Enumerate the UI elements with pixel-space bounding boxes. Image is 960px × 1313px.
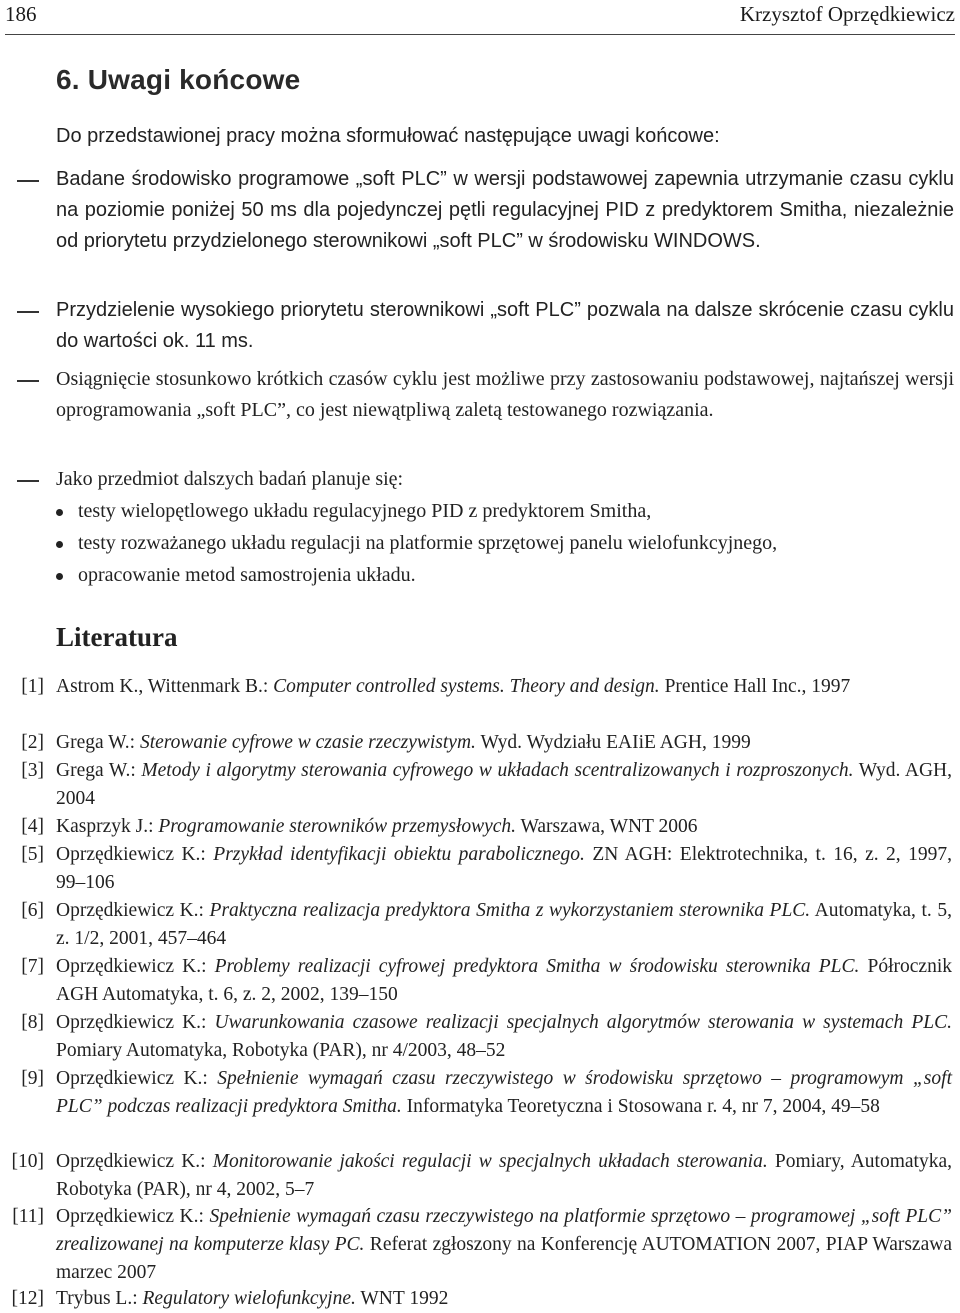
reference-label: [8]: [21, 1012, 44, 1033]
reference-author: Kasprzyk J.:: [56, 816, 159, 837]
bullet-text: opracowanie metod samostrojenia układu.: [78, 564, 416, 586]
reference-title: Spełnienie wymagań czasu rzeczywistego na platformie sprzętowo – programowej „soft PLC” zrealizowanej na komputerze klasy PC.: [56, 1206, 952, 1255]
reference-title: Spełnienie wymagań czasu rzeczywistego w środowisku sprzętowo – programowym „soft PLC” podczas realizacji predyktora Smitha.: [56, 1068, 952, 1117]
bullet-item: [56, 496, 956, 528]
reference-title: Regulatory wielofunkcyjne.: [142, 1288, 356, 1309]
reference-source: WNT 1992: [355, 1288, 449, 1309]
reference-title: Praktyczna realizacja predyktora Smitha z wykorzystaniem sterownika PLC.: [209, 900, 811, 921]
intro-paragraph: Do przedstawionej pracy można sformułować następujące uwagi końcowe:: [56, 125, 720, 147]
reference-title: Programowanie sterowników przemysłowych.: [158, 816, 517, 837]
reference-title: Problemy realizacji cyfrowej predyktora Smitha w środowisku sterownika PLC.: [214, 956, 860, 977]
reference-source: Pomiary, Automatyka, Robotyka (PAR), nr 4, 2002, 5–7: [56, 1151, 952, 1200]
reference-source: Informatyka Teoretyczna i Stosowana r. 4, nr 7, 2004, 49–58: [401, 1096, 880, 1117]
reference-title: Sterowanie cyfrowe w czasie rzeczywistym.: [139, 732, 476, 753]
literature-heading: Literatura: [56, 622, 178, 652]
bullet-dot: [56, 509, 63, 516]
dash-item-text: Badane środowisko programowe „soft PLC” w wersji podstawowej zapewnia utrzymanie czasu cyklu na poziomie poniżej 50 ms dla pojedynczej pętli regulacyjnej PID z predyktorem Smitha, niezależnie od priorytetu przydzielonego sterownikowi „soft PLC” w środowisku WINDOWS.: [56, 168, 954, 252]
bullet-item: [56, 560, 956, 592]
reference-author: Oprzędkiewicz K.:: [56, 1151, 213, 1172]
reference-source: Referat zgłoszony na Konferencję AUTOMATION 2007, PIAP Warszawa marzec 2007: [56, 1234, 952, 1283]
reference-author: Oprzędkiewicz K.:: [56, 1206, 210, 1227]
reference-author: Oprzędkiewicz K.:: [56, 900, 210, 921]
reference-label: [4]: [21, 816, 44, 837]
bullet-item: [56, 528, 956, 560]
reference-author: Astrom K., Wittenmark B.:: [56, 676, 274, 697]
reference-title: Uwarunkowania czasowe realizacji specjalnych algorytmów sterowania w systemach PLC.: [214, 1012, 952, 1033]
running-header: [5, 2, 955, 32]
reference-author: Oprzędkiewicz K.:: [56, 1068, 218, 1089]
reference-author: Oprzędkiewicz K.:: [56, 956, 215, 977]
reference-source: Wyd. Wydziału EAIiE AGH, 1999: [475, 732, 751, 753]
reference-label: [9]: [21, 1068, 44, 1089]
dash-item-text: Przydzielenie wysokiego priorytetu sterownikowi „soft PLC” pozwala na dalsze skrócenie czasu cyklu do wartości ok. 11 ms.: [56, 299, 954, 352]
reference-label: [1]: [21, 676, 44, 697]
running-author: Krzysztof Oprzędkiewicz: [739, 2, 955, 26]
reference-source: Pomiary Automatyka, Robotyka (PAR), nr 4/2003, 48–52: [56, 1040, 506, 1061]
page-number: 186: [5, 2, 37, 26]
reference-source: Półrocznik AGH Automatyka, t. 6, z. 2, 2002, 139–150: [56, 956, 952, 1005]
reference-title: Computer controlled systems. Theory and design.: [273, 676, 660, 697]
reference-author: Trybus L.:: [56, 1288, 143, 1309]
reference-title: Przykład identyfikacji obiektu parabolicznego.: [213, 844, 585, 865]
reference-author: Grega W.:: [56, 760, 142, 781]
reference-title: Monitorowanie jakości regulacji w specjalnych układach sterowania.: [212, 1151, 768, 1172]
section-title: 6. Uwagi końcowe: [56, 64, 301, 95]
reference-label: [6]: [21, 900, 44, 921]
reference-source: Wyd. AGH, 2004: [56, 760, 952, 809]
reference-source: Warszawa, WNT 2006: [516, 816, 698, 837]
header-rule: [5, 34, 955, 35]
bullet-dot: [56, 541, 63, 548]
bullet-text: testy wielopętlowego układu regulacyjnego PID z predyktorem Smitha,: [78, 500, 652, 522]
reference-label: [2]: [21, 732, 44, 753]
reference-source: ZN AGH: Elektrotechnika, t. 16, z. 2, 1997, 99–106: [56, 844, 952, 893]
reference-author: Oprzędkiewicz K.:: [56, 844, 214, 865]
reference-label: [3]: [21, 760, 44, 781]
reference-author: Grega W.:: [56, 732, 140, 753]
dash-item-text: Osiągnięcie stosunkowo krótkich czasów cyklu jest możliwe przy zastosowaniu podstawowej, najtańszej wersji oprogramowania „soft PLC”, co jest niewątpliwą zaletą testowanego rozwiązania.: [56, 368, 954, 421]
dash-item-text: Jako przedmiot dalszych badań planuje się:: [56, 468, 404, 490]
reference-label: [7]: [21, 956, 44, 977]
reference-source: Prentice Hall Inc., 1997: [659, 676, 851, 697]
reference-author: Oprzędkiewicz K.:: [56, 1012, 215, 1033]
reference-label: [5]: [21, 844, 44, 865]
reference-title: Metody i algorytmy sterowania cyfrowego w układach scentralizowanych i rozproszonych.: [141, 760, 854, 781]
reference-label: [11]: [12, 1206, 44, 1227]
bullet-text: testy rozważanego układu regulacji na platformie sprzętowej panelu wielofunkcyjnego,: [78, 532, 778, 554]
reference-label: [10]: [11, 1151, 44, 1172]
bullet-list: [56, 496, 956, 592]
reference-source: Automatyka, t. 5, z. 1/2, 2001, 457–464: [56, 900, 952, 949]
reference-label: [12]: [11, 1288, 44, 1309]
bullet-dot: [56, 573, 63, 580]
